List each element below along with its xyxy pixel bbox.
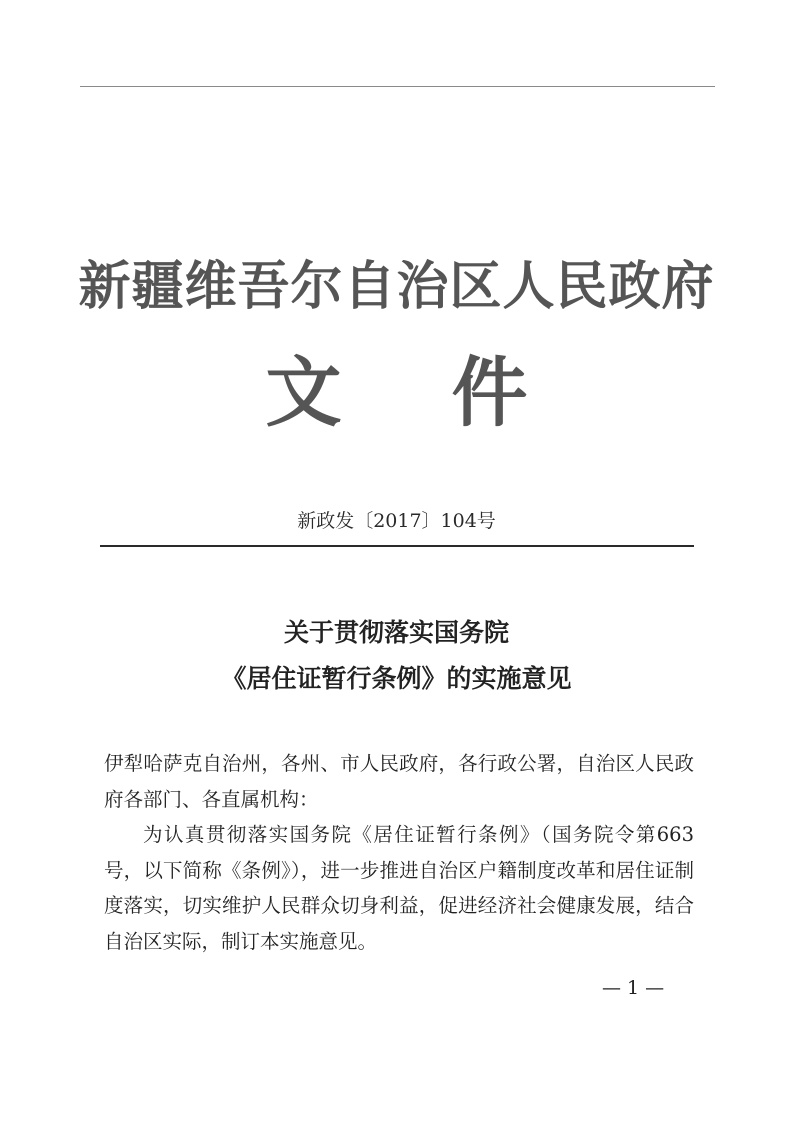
header-divider bbox=[100, 545, 694, 547]
page-number: — 1 — bbox=[602, 977, 665, 999]
top-divider bbox=[80, 86, 715, 87]
document-number: 新政发〔2017〕104号 bbox=[297, 510, 496, 532]
recipients-line: 伊犁哈萨克自治州，各州、市人民政府，各行政公署，自治区人民政府各部门、各直属机构： bbox=[104, 752, 694, 811]
subject-line-2: 《居住证暂行条例》的实施意见 bbox=[221, 664, 572, 693]
document-subject bbox=[0, 610, 793, 702]
body-paragraph: 为认真贯彻落实国务院《居住证暂行条例》（国务院令第663号，以下简称《条例》），进一步推进自治区户籍制度改革和居住证制度落实，切实维护人民群众切身利益，促进经济社会健康发展，结合自治区实际，制订本实施意见。 bbox=[104, 823, 694, 953]
subject-line-1: 关于贯彻落实国务院 bbox=[283, 618, 509, 647]
document-type-label: 文件 bbox=[265, 348, 638, 437]
document-body bbox=[104, 746, 694, 959]
issuer-title: 新疆维吾尔自治区人民政府 bbox=[78, 257, 715, 317]
